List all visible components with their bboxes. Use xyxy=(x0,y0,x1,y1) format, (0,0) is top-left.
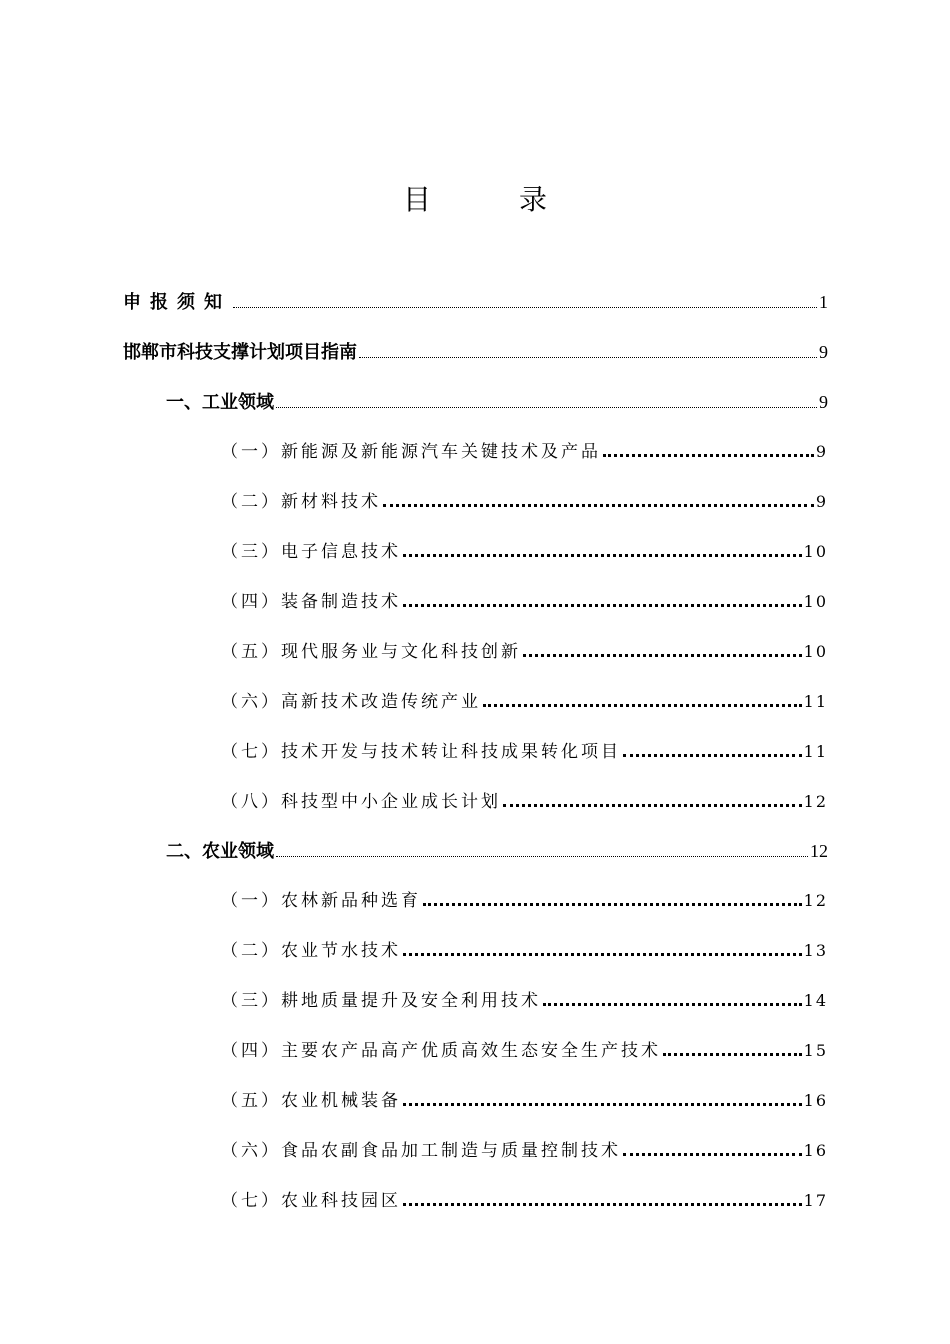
toc-entry[interactable] xyxy=(166,385,828,415)
toc-leader-dots xyxy=(483,685,802,707)
toc-entry[interactable] xyxy=(221,1034,828,1064)
toc-page-number: 10 xyxy=(803,542,828,561)
toc-page-number: 15 xyxy=(803,1041,828,1060)
toc-page-number: 12 xyxy=(810,841,828,861)
toc-entry-label: （一）新能源及新能源汽车关键技术及产品 xyxy=(221,442,601,462)
toc-entry[interactable] xyxy=(221,785,828,815)
toc-entry[interactable] xyxy=(221,1084,828,1114)
toc-entry[interactable] xyxy=(221,435,828,465)
toc-leader-dots xyxy=(403,585,802,607)
toc-entry-label: （六）食品农副食品加工制造与质量控制技术 xyxy=(221,1141,621,1161)
toc-leader-dots xyxy=(276,834,808,857)
toc-entry[interactable] xyxy=(221,585,828,615)
toc-entry[interactable] xyxy=(221,934,828,964)
page-title: 目 录 xyxy=(402,183,577,216)
toc-entry-label: （五）农业机械装备 xyxy=(221,1091,401,1111)
toc-entry[interactable] xyxy=(221,535,828,565)
toc-entry-label: 一、工业领域 xyxy=(166,392,274,413)
toc-entry[interactable] xyxy=(166,834,828,864)
toc-page-number: 12 xyxy=(803,891,828,910)
toc-page-number: 11 xyxy=(803,742,828,761)
toc-entry-label: 二、农业领域 xyxy=(166,841,274,862)
toc-entry-label: 申报须知 xyxy=(123,292,231,313)
toc-leader-dots xyxy=(359,335,817,358)
toc-leader-dots xyxy=(663,1034,802,1056)
toc-page-number: 13 xyxy=(803,941,828,960)
toc-entry-label: （八）科技型中小企业成长计划 xyxy=(221,792,501,812)
toc-page-number: 16 xyxy=(803,1141,828,1160)
toc-entry-label: （四）主要农产品高产优质高效生态安全生产技术 xyxy=(221,1041,661,1061)
toc-leader-dots xyxy=(403,1084,802,1106)
toc-leader-dots xyxy=(623,735,802,757)
toc-page-number: 14 xyxy=(803,991,828,1010)
toc-leader-dots xyxy=(503,785,802,807)
toc-entry[interactable] xyxy=(123,335,828,365)
toc-page-number: 1 xyxy=(819,292,828,312)
toc-entry-label: （七）技术开发与技术转让科技成果转化项目 xyxy=(221,742,621,762)
toc-leader-dots xyxy=(383,485,814,507)
toc-leader-dots xyxy=(603,435,814,457)
toc-page-number: 10 xyxy=(803,642,828,661)
toc-entry-label: （一）农林新品种选育 xyxy=(221,891,421,911)
toc-entry[interactable] xyxy=(221,1134,828,1164)
toc-entry-label: （五）现代服务业与文化科技创新 xyxy=(221,642,521,662)
toc-page-number: 17 xyxy=(803,1191,828,1210)
toc-entry-label: （二）农业节水技术 xyxy=(221,941,401,961)
toc-entry-label: 邯郸市科技支撑计划项目指南 xyxy=(123,342,357,363)
toc-leader-dots xyxy=(403,535,802,557)
toc-leader-dots xyxy=(233,285,817,308)
toc-page-number: 10 xyxy=(803,592,828,611)
toc-leader-dots xyxy=(276,385,817,408)
toc-page-number: 9 xyxy=(815,442,828,461)
toc-leader-dots xyxy=(423,884,802,906)
toc-leader-dots xyxy=(623,1134,802,1156)
toc-entry[interactable] xyxy=(221,1184,828,1214)
toc-entry[interactable] xyxy=(221,685,828,715)
toc-page-number: 11 xyxy=(803,692,828,711)
toc-entry[interactable] xyxy=(221,735,828,765)
toc-entry[interactable] xyxy=(123,285,828,315)
toc-leader-dots xyxy=(543,984,802,1006)
toc-page-number: 9 xyxy=(815,492,828,511)
toc-entry-label: （四）装备制造技术 xyxy=(221,592,401,612)
toc-entry-label: （三）耕地质量提升及安全利用技术 xyxy=(221,991,541,1011)
toc-entry-label: （七）农业科技园区 xyxy=(221,1191,401,1211)
toc-entry[interactable] xyxy=(221,485,828,515)
toc-entry[interactable] xyxy=(221,984,828,1014)
toc-entry[interactable] xyxy=(221,635,828,665)
toc-leader-dots xyxy=(523,635,802,657)
toc-page-number: 9 xyxy=(819,392,828,412)
toc-page-number: 12 xyxy=(803,792,828,811)
toc-entry-label: （三）电子信息技术 xyxy=(221,542,401,562)
toc-page-number: 16 xyxy=(803,1091,828,1110)
toc-page-number: 9 xyxy=(819,342,828,362)
toc-leader-dots xyxy=(403,1184,802,1206)
toc-leader-dots xyxy=(403,934,802,956)
toc-entry-label: （二）新材料技术 xyxy=(221,492,381,512)
toc-entry-label: （六）高新技术改造传统产业 xyxy=(221,692,481,712)
toc-entry[interactable] xyxy=(221,884,828,914)
